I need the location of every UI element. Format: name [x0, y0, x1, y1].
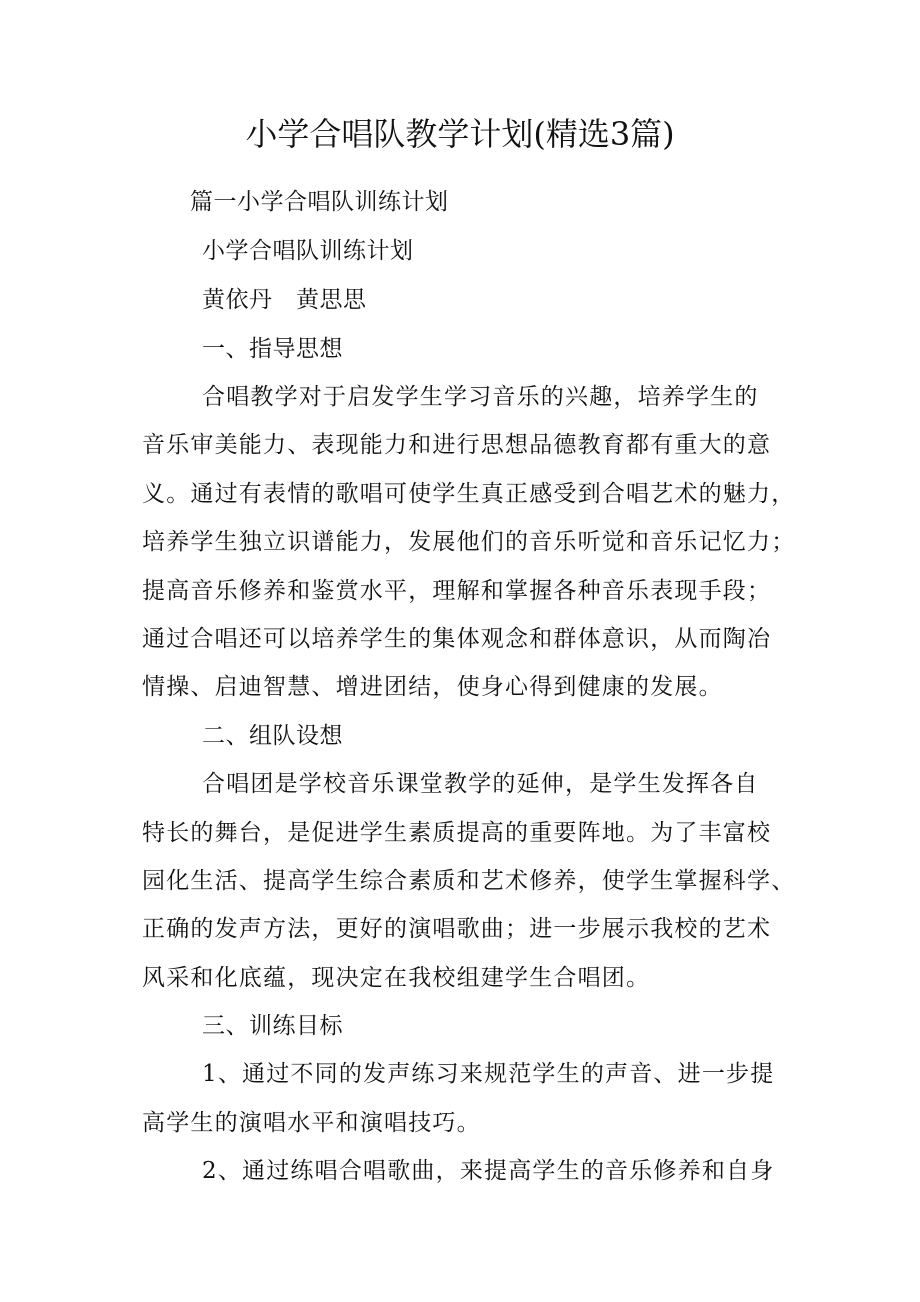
paragraph-line: 培养学生独立识谱能力，发展他们的音乐听觉和音乐记忆力； [142, 529, 796, 555]
paragraph-line: 音乐审美能力、表现能力和进行思想品德教育都有重大的意 [142, 432, 772, 458]
paragraph-line: 提高音乐修养和鉴赏水平，理解和掌握各种音乐表现手段； [142, 578, 772, 604]
section-heading: 二、组队设想 [202, 723, 343, 749]
paragraph-line: 合唱团是学校音乐课堂教学的延伸，是学生发挥各自 [202, 771, 759, 797]
paragraph-line: 通过合唱还可以培养学生的集体观念和群体意识，从而陶冶 [142, 626, 772, 652]
list-item-line: 2、通过练唱合唱歌曲，来提高学生的音乐修养和自身 [202, 1158, 775, 1184]
authors-line: 黄依丹 黄思思 [202, 287, 367, 313]
plan-subtitle: 小学合唱队训练计划 [202, 238, 414, 264]
paragraph-line: 特长的舞台，是促进学生素质提高的重要阵地。为了丰富校 [142, 820, 772, 846]
paragraph-line: 正确的发声方法，更好的演唱歌曲；进一步展示我校的艺术 [142, 916, 772, 942]
part-one-heading: 篇一小学合唱队训练计划 [190, 189, 449, 215]
list-item-line: 高学生的演唱水平和演唱技巧。 [142, 1110, 481, 1136]
list-item-line: 1、通过不同的发声练习来规范学生的声音、进一步提 [202, 1061, 775, 1087]
paragraph-line: 园化生活、提高学生综合素质和艺术修养，使学生掌握科学、 [142, 868, 796, 894]
paragraph-line: 风采和化底蕴，现决定在我校组建学生合唱团。 [142, 965, 651, 991]
paragraph-line: 义。通过有表情的歌唱可使学生真正感受到合唱艺术的魅力， [142, 481, 796, 507]
section-heading: 一、指导思想 [202, 336, 343, 362]
document-title: 小学合唱队教学计划(精选3篇) [245, 115, 675, 153]
section-heading: 三、训练目标 [202, 1013, 343, 1039]
paragraph-line: 情操、启迪智慧、增进团结，使身心得到健康的发展。 [142, 674, 723, 700]
paragraph-line: 合唱教学对于启发学生学习音乐的兴趣，培养学生的 [202, 384, 759, 410]
